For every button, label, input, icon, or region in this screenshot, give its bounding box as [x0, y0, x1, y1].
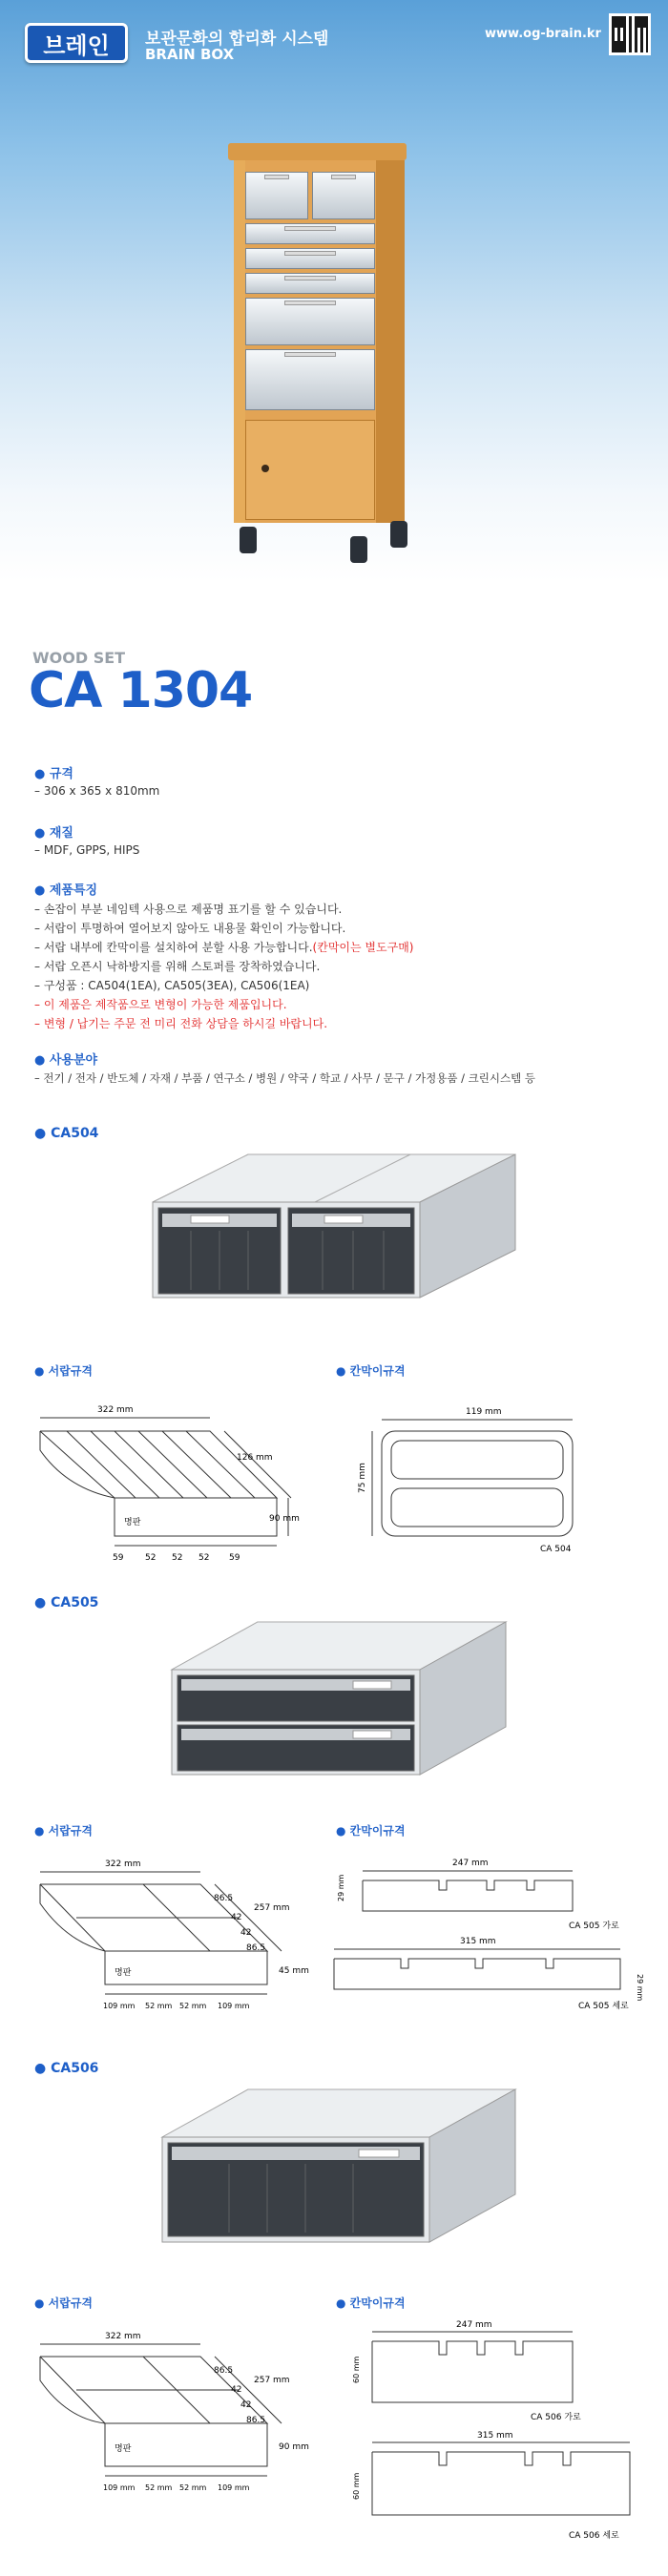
features-heading: ● 제품특징	[34, 880, 97, 898]
dim-s3: 42	[240, 2400, 252, 2410]
product-photo-ca505	[153, 1612, 515, 1803]
divider2-width: 315 mm	[477, 2431, 513, 2441]
size-value: – 306 x 365 x 810mm	[34, 784, 160, 798]
tagline-english: BRAIN BOX	[145, 46, 235, 63]
pocket-label: 명판	[115, 1968, 132, 1978]
divider1-height: 29 mm	[337, 1874, 345, 1901]
drawer-diagram-ca506	[29, 2323, 315, 2495]
divider1-width: 247 mm	[452, 1859, 489, 1868]
feature-note-red: (칸막이는 별도구매)	[312, 941, 414, 954]
dim-s2: 42	[231, 1913, 242, 1922]
divider1-height: 60 mm	[352, 2356, 361, 2383]
dim-b4: 109 mm	[218, 2483, 250, 2492]
divider2-caption: CA 506 세로	[569, 2531, 619, 2541]
material-value: – MDF, GPPS, HIPS	[34, 843, 140, 857]
product-photo-cabinet	[234, 143, 401, 553]
dim-b3: 52 mm	[179, 2002, 207, 2010]
size-heading: ● 규격	[34, 763, 73, 781]
drawer-diagram-ca504	[29, 1393, 305, 1565]
feature-line: – 서랍 내부에 칸막이를 설치하여 분할 사용 가능합니다.(칸막이는 별도구매)	[34, 941, 414, 954]
divider1-caption: CA 505 가로	[569, 1922, 619, 1931]
dim-b1: 109 mm	[103, 2483, 136, 2492]
product-photo-ca504	[134, 1145, 534, 1336]
divider-caption: CA 504	[540, 1545, 572, 1554]
divider2-height: 29 mm	[636, 1974, 644, 2002]
dim-b1: 59	[113, 1553, 124, 1563]
product-photo-ca506	[143, 2080, 525, 2271]
tagline-korean: 보관문화의 합리화 시스템	[145, 30, 329, 49]
divider-diagram-ca504	[353, 1402, 592, 1555]
dim-s4: 86.5	[246, 2416, 266, 2425]
caster-wheel-icon	[350, 536, 367, 563]
warning-note: – 이 제품은 제작품으로 변형이 가능한 제품입니다.	[34, 998, 287, 1011]
dim-height: 90 mm	[279, 2442, 309, 2452]
dim-b2: 52 mm	[145, 2002, 173, 2010]
dim-b3: 52 mm	[179, 2483, 207, 2492]
divider-width: 119 mm	[466, 1407, 502, 1417]
feature-line: – 서랍이 투명하여 열어보지 않아도 내용물 확인이 가능합니다.	[34, 922, 346, 935]
feature-line: – 손잡이 부분 네임텍 사용으로 제품명 표기를 할 수 있습니다.	[34, 903, 343, 916]
dim-depth: 257 mm	[254, 2376, 290, 2385]
divider-spec-heading: ● 칸막이규격	[336, 1362, 406, 1379]
warning-note: – 변형 / 납기는 주문 전 미리 전화 상담을 하시길 바랍니다.	[34, 1017, 328, 1030]
pocket-label: 명판	[115, 2444, 132, 2454]
divider-diagram-ca506	[344, 2318, 649, 2566]
model-heading-ca504: ● CA504	[34, 1126, 98, 1141]
model-heading-ca505: ● CA505	[34, 1595, 98, 1610]
brand-logo[interactable]: 브레인	[25, 23, 128, 63]
divider2-height: 60 mm	[352, 2472, 361, 2500]
dim-width: 322 mm	[105, 1859, 141, 1869]
usage-value: – 전기 / 전자 / 반도체 / 자재 / 부품 / 연구소 / 병원 / 약국 / 학교 / 사무 / 문구 / 가정용품 / 크린시스템 등	[34, 1071, 535, 1085]
hero-banner	[0, 0, 668, 582]
dim-b2: 52	[145, 1553, 157, 1563]
dim-height: 90 mm	[269, 1514, 300, 1524]
drawer-diagram-ca505	[29, 1851, 315, 2023]
caster-wheel-icon	[240, 527, 257, 553]
feature-line: – 구성품 : CA504(1EA), CA505(3EA), CA506(1EA)	[34, 979, 310, 992]
dim-b4: 109 mm	[218, 2002, 250, 2010]
drawer-spec-heading: ● 서랍규격	[34, 2295, 93, 2311]
drawer-spec-heading: ● 서랍규격	[34, 1362, 93, 1379]
product-series: WOOD SET	[32, 649, 126, 667]
cabinet-door	[245, 420, 375, 520]
material-heading: ● 재질	[34, 822, 73, 841]
site-url[interactable]: www.og-brain.kr	[485, 27, 601, 41]
dim-b4: 52	[198, 1553, 210, 1563]
drawer-spec-heading: ● 서랍규격	[34, 1822, 93, 1839]
dim-s3: 42	[240, 1928, 252, 1938]
dim-s1: 86.5	[214, 1894, 234, 1903]
divider-height: 75 mm	[358, 1463, 367, 1493]
divider-spec-heading: ● 칸막이규격	[336, 1822, 406, 1839]
model-heading-ca506: ● CA506	[34, 2061, 98, 2076]
dim-s2: 42	[231, 2385, 242, 2395]
pocket-label: 명판	[124, 1518, 141, 1527]
dim-depth: 126 mm	[237, 1453, 273, 1463]
dim-b5: 59	[229, 1553, 240, 1563]
divider-spec-heading: ● 칸막이규격	[336, 2295, 406, 2311]
feature-line: – 서랍 오픈시 낙하방지를 위해 스토퍼를 장착하였습니다.	[34, 960, 321, 973]
qr-code-icon[interactable]	[609, 13, 651, 55]
caster-wheel-icon	[390, 521, 407, 548]
divider2-width: 315 mm	[460, 1937, 496, 1946]
usage-heading: ● 사용분야	[34, 1049, 97, 1068]
dim-b1: 109 mm	[103, 2002, 136, 2010]
dim-height: 45 mm	[279, 1966, 309, 1976]
dim-width: 322 mm	[97, 1405, 134, 1415]
product-model-title: CA 1304	[29, 662, 253, 719]
dim-b2: 52 mm	[145, 2483, 173, 2492]
divider-diagram-ca505	[324, 1856, 649, 2027]
dim-s4: 86.5	[246, 1943, 266, 1953]
divider1-width: 247 mm	[456, 2320, 492, 2330]
dim-b3: 52	[172, 1553, 183, 1563]
dim-depth: 257 mm	[254, 1903, 290, 1913]
dim-width: 322 mm	[105, 2332, 141, 2341]
dim-s1: 86.5	[214, 2366, 234, 2376]
divider1-caption: CA 506 가로	[531, 2413, 581, 2422]
divider2-caption: CA 505 세로	[578, 2002, 629, 2011]
